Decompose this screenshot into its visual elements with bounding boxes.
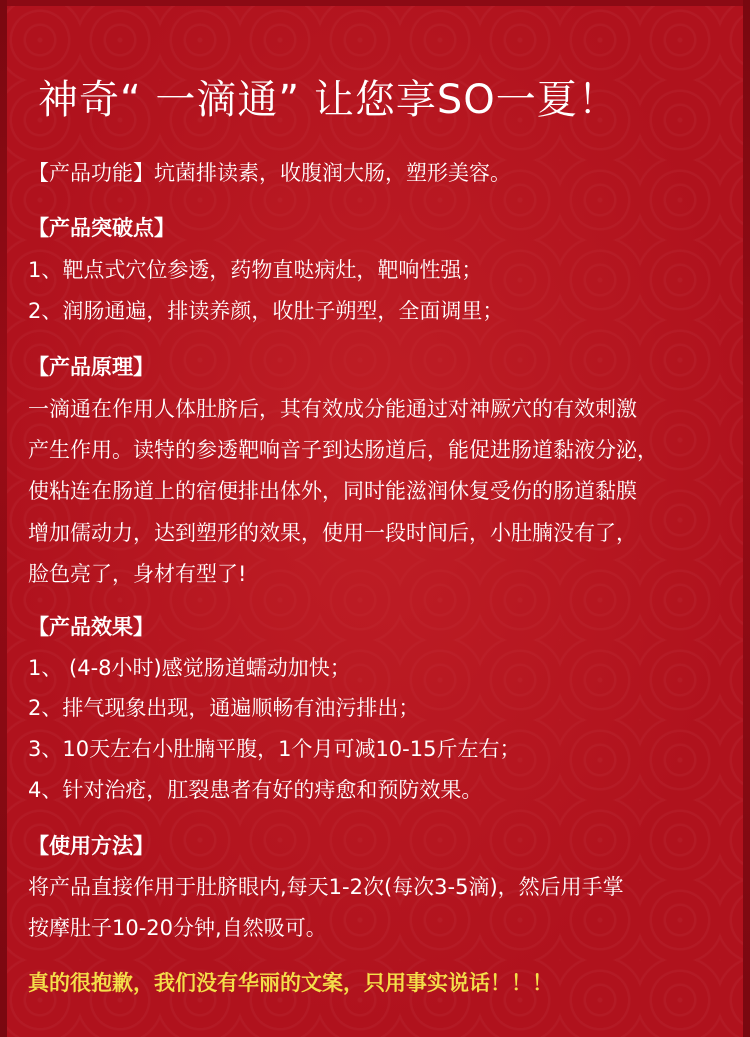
effects-heading: 【产品效果】 [28, 615, 154, 639]
page-title: 神奇“ 一滴通” 让您享SO一夏！ [38, 77, 619, 123]
principle-line: 脸色亮了，身材有型了! [28, 562, 247, 586]
breakthrough-item: 1、靶点式穴位参透，药物直哒病灶，靶响性强； [28, 258, 483, 282]
effects-item: 2、排气现象出现，通遍顺畅有油污排出； [28, 696, 420, 720]
usage-heading: 【使用方法】 [28, 834, 154, 858]
principle-heading: 【产品原理】 [28, 355, 154, 379]
product-function-line: 【产品功能】坑菌排读素，收腹润大肠，塑形美容。 [28, 161, 511, 185]
usage-line: 将产品直接作用于肚脐眼内,每天1-2次(每次3-5滴)，然后用手掌 [28, 875, 624, 899]
usage-line: 按摩肚子10-20分钟,自然吸可。 [28, 916, 327, 940]
breakthrough-heading: 【产品突破点】 [28, 216, 175, 240]
effects-item: 3、10天左右小肚腩平腹，1个月可减10-15斤左右； [28, 737, 521, 761]
breakthrough-item: 2、润肠通遍，排读养颜，收肚子朔型，全面调里； [28, 299, 504, 323]
principle-line: 增加儒动力，达到塑形的效果，使用一段时间后，小肚腩没有了， [28, 521, 637, 545]
closing-statement: 真的很抱歉，我们没有华丽的文案，只用事实说话！！！ [28, 971, 553, 995]
effects-item: 4、针对治疮，肛裂患者有好的痔愈和预防效果。 [28, 778, 483, 802]
principle-line: 使粘连在肠道上的宿便排出体外，同时能滋润休复受伤的肠道黏膜 [28, 479, 637, 503]
principle-line: 产生作用。读特的参透靶响音子到达肠道后，能促进肠道黏液分泌， [28, 438, 658, 462]
principle-line: 一滴通在作用人体肚脐后，其有效成分能通过对神厥穴的有效刺激 [28, 397, 637, 421]
effects-item: 1、 (4-8小时)感觉肠道蠕动加快； [28, 656, 351, 680]
